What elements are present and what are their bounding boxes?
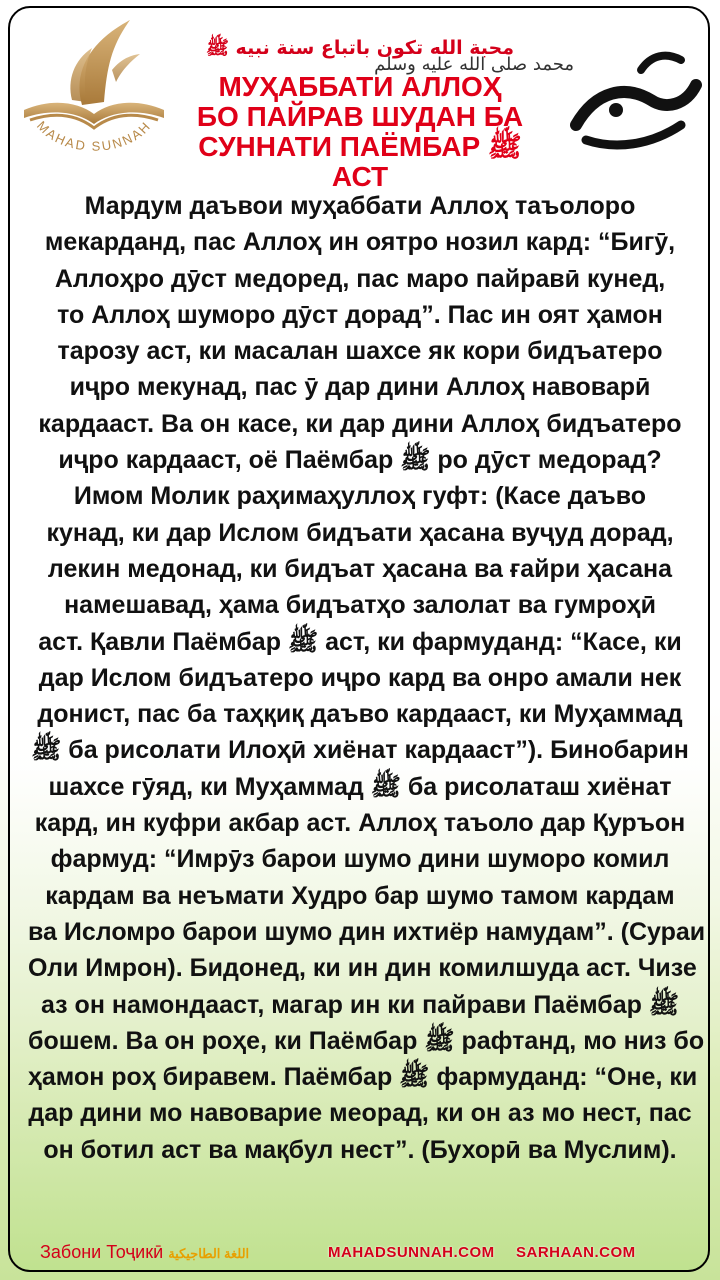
body-line-1: Мардум даъвои муҳаббати Аллоҳ таъолоро: [84, 192, 636, 220]
body-line-24: бошем. Ва он роҳе, ки Паёмбар ﷺ рафтанд, мо низ бо: [28, 1026, 705, 1055]
language-label: [40, 1242, 249, 1263]
body-line-6: иҷро мекунад, пас ӯ дар дини Аллоҳ навоварӣ: [69, 373, 651, 402]
muhammad-calligraphy-icon: [374, 30, 706, 160]
arabic-subtitle: محبة الله تكون باتباع سنة نبيه ﷺ: [205, 37, 515, 59]
language-label-tj: Забони Тоҷикӣ: [40, 1242, 164, 1262]
body-line-20: кардам ва неъмати Худро бар шумо тамом кардам: [45, 881, 675, 910]
body-line-22: Оли Имрон). Бидонед, ки ин дин комилшуда аст. Чизе: [28, 954, 697, 983]
body-line-16: ﷺ ба рисолати Илоҳӣ хиёнат кардааст”). Бинобарин: [31, 736, 689, 765]
body-line-8: иҷро кардааст, оё Паёмбар ﷺ ро дӯст медорад?: [58, 446, 662, 475]
body-line-17: шахсе гӯяд, ки Муҳаммад ﷺ ба рисолаташ хиёнат: [48, 772, 672, 801]
body-line-15: донист, пас ба таҳқиқ даъво кардааст, ки Муҳаммад: [37, 700, 683, 729]
body-line-19: фармуд: “Имрӯз барои шумо дини шуморо комил: [50, 845, 670, 874]
body-line-7: кардааст. Ва он касе, ки дар дини Аллоҳ бидъатеро: [38, 409, 682, 438]
body-line-5: тарозу аст, ки масалан шахсе як кори бидъатеро: [57, 337, 663, 366]
title-line-1: МУҲАББАТИ АЛЛОҲ: [218, 71, 502, 102]
mahad-sunnah-logo: [12, 10, 177, 160]
logo-name: MAHAD SUNNAH: [33, 117, 155, 154]
body-line-3: Аллоҳро дӯст медоред, пас маро пайравӣ кунед,: [54, 264, 666, 293]
title-line-3: СУННАТИ ПАЁМБАР ﷺ АСТ: [198, 131, 522, 192]
body-line-11: лекин медонад, ки бидъат ҳасана ва ғайри ҳасана: [47, 554, 673, 583]
footer: [0, 1242, 720, 1272]
language-label-ar: اللغة الطاجيكية: [168, 1246, 250, 1261]
website-link-mahadsunnah[interactable]: MAHADSUNNAH.COM: [328, 1244, 495, 1261]
body-line-23: аз он намондааст, магар ин ки пайрави Паёмбар ﷺ: [40, 990, 680, 1019]
body-line-4: то Аллоҳ шуморо дӯст дорад”. Пас ин оят ҳамон: [57, 300, 663, 329]
body-line-13: аст. Қавли Паёмбар ﷺ аст, ки фармуданд: “Касе, ки: [38, 627, 682, 656]
body-line-26: дар дини мо навоварие меорад, ки он аз мо нест, пас: [28, 1099, 692, 1128]
open-book-quill-icon: [12, 10, 177, 160]
body-line-21: ва Исломро барои шумо дин ихтиёр намудам”. (Сураи: [28, 917, 706, 946]
body-line-9: Имом Молик раҳимаҳуллоҳ гуфт: (Касе даъво: [73, 482, 647, 511]
body-line-10: кунад, ки дар Ислом бидъати ҳасана вуҷуд дорад,: [46, 518, 674, 547]
body-line-27: он ботил аст ва мақбул нест”. (Бухорӣ ва Муслим).: [43, 1135, 677, 1164]
calligraphy-text: محمد صلى الله عليه وسلم: [374, 54, 574, 75]
body-text: [28, 188, 706, 1168]
body-line-12: намешавад, ҳама бидъатҳо залолат ва гумроҳӣ: [64, 591, 656, 620]
title-line-2: БО ПАЙРАВ ШУДАН БА: [196, 101, 524, 132]
body-line-18: кард, ин куфри акбар аст. Аллоҳ таъоло дар Қуръон: [34, 809, 686, 838]
body-line-2: мекарданд, пас Аллоҳ ин оятро нозил кард: “Бигӯ,: [44, 228, 676, 257]
body-line-14: дар Ислом бидъатеро иҷро кард ва онро амали нек: [38, 663, 682, 692]
body-line-25: ҳамон роҳ биравем. Паёмбар ﷺ фармуданд: “Оне, ки: [28, 1063, 698, 1092]
website-link-sarhaan[interactable]: SARHAAN.COM: [516, 1244, 636, 1261]
